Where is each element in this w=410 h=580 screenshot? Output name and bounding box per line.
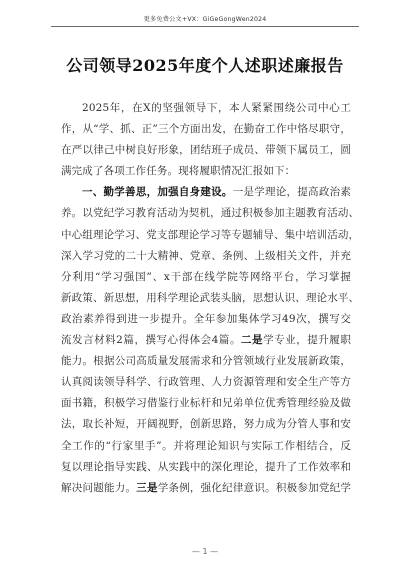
bold-text: 二是 bbox=[241, 334, 264, 347]
body-line bbox=[61, 393, 351, 414]
body-line bbox=[61, 140, 351, 161]
text-run: 中心组理论学习、党支部理论学习等专题辅导、集中培训活动， bbox=[61, 228, 360, 241]
text-run: 流发言材料2篇，撰写心得体会4篇。 bbox=[61, 334, 241, 347]
body-line bbox=[61, 288, 360, 309]
body-line bbox=[61, 478, 351, 499]
text-run: 法，取长补短，开阔视野，创新思路，努力成为分管人事和安 bbox=[61, 418, 351, 431]
text-run: 面书籍，积极学习借鉴行业标杆和兄弟单位优秀管理经验及做 bbox=[61, 397, 351, 410]
bold-text: 一、勤学善思，加强自身建设。 bbox=[82, 186, 233, 199]
text-run: 一是学理论，提高政治素 bbox=[232, 186, 351, 199]
text-run: 政治素养得到进一步提升。全年参加集体学习49次，撰写交 bbox=[61, 312, 351, 325]
body-line bbox=[61, 436, 351, 457]
body-line bbox=[61, 351, 351, 372]
body-line bbox=[61, 161, 351, 182]
text-run: 能力。根据公司高质量发展需求和分管领域行业发展新政策， bbox=[61, 355, 351, 368]
text-run: 2025年，在X的坚强领导下，本人紧紧围绕公司中心工 bbox=[82, 102, 351, 114]
body-line bbox=[61, 98, 351, 119]
text-run: 学专业，提升履职 bbox=[263, 334, 351, 347]
body-line bbox=[61, 457, 351, 478]
body-line bbox=[61, 414, 351, 435]
document-title: 公司领导2025年度个人述职述廉报告 bbox=[66, 56, 344, 75]
text-run: 解决问题能力。 bbox=[61, 481, 137, 494]
text-run: 在严以律己中树良好形象，团结班子成员、带领下属员工，圆 bbox=[61, 144, 351, 157]
text-run: 深入学习党的二十大精神、党章、条例、上级相关文件，并充 bbox=[61, 249, 351, 262]
text-run: 养。以党纪学习教育活动为契机，通过积极参加主题教育活动、 bbox=[61, 207, 360, 220]
body-line bbox=[61, 203, 360, 224]
body-line bbox=[61, 182, 351, 203]
header-note: 更多免费公文+VX：GiGeGongWen2024 bbox=[143, 16, 267, 23]
body-line bbox=[61, 330, 351, 351]
text-run: 新政策、新思想，用科学理论武装头脑，思想认识、理论水平、 bbox=[61, 291, 360, 304]
text-run: 分利用“学习强国”、x干部在线学院等网络平台，学习掌握 bbox=[61, 270, 351, 283]
body-line bbox=[61, 372, 351, 393]
body-line bbox=[61, 119, 351, 140]
body-line bbox=[61, 225, 360, 246]
page-number: — 1 — bbox=[191, 547, 219, 556]
text-run: 复以理论指导实践、从实践中的深化理论，提升了工作效率和 bbox=[61, 460, 351, 473]
text-run: 认真阅读领导科学、行政管理、人力资源管理和安全生产等方 bbox=[61, 376, 351, 389]
text-run: 全工作的“行家里手”。并将理论知识与实际工作相结合，反 bbox=[61, 439, 351, 452]
body-line bbox=[61, 267, 351, 288]
body-line bbox=[61, 309, 351, 330]
text-run: 满完成了各项工作任务。现将履职情况汇报如下： bbox=[61, 165, 296, 178]
text-run: 作，从“学、抓、正”三个方面出发，在勤奋工作中恪尽职守， bbox=[61, 123, 351, 136]
bold-text: 三是 bbox=[136, 481, 158, 494]
document-body bbox=[61, 98, 360, 499]
header-divider bbox=[51, 26, 359, 27]
body-line bbox=[61, 246, 351, 267]
text-run: 学条例，强化纪律意识。积极参加党纪学 bbox=[157, 481, 351, 494]
